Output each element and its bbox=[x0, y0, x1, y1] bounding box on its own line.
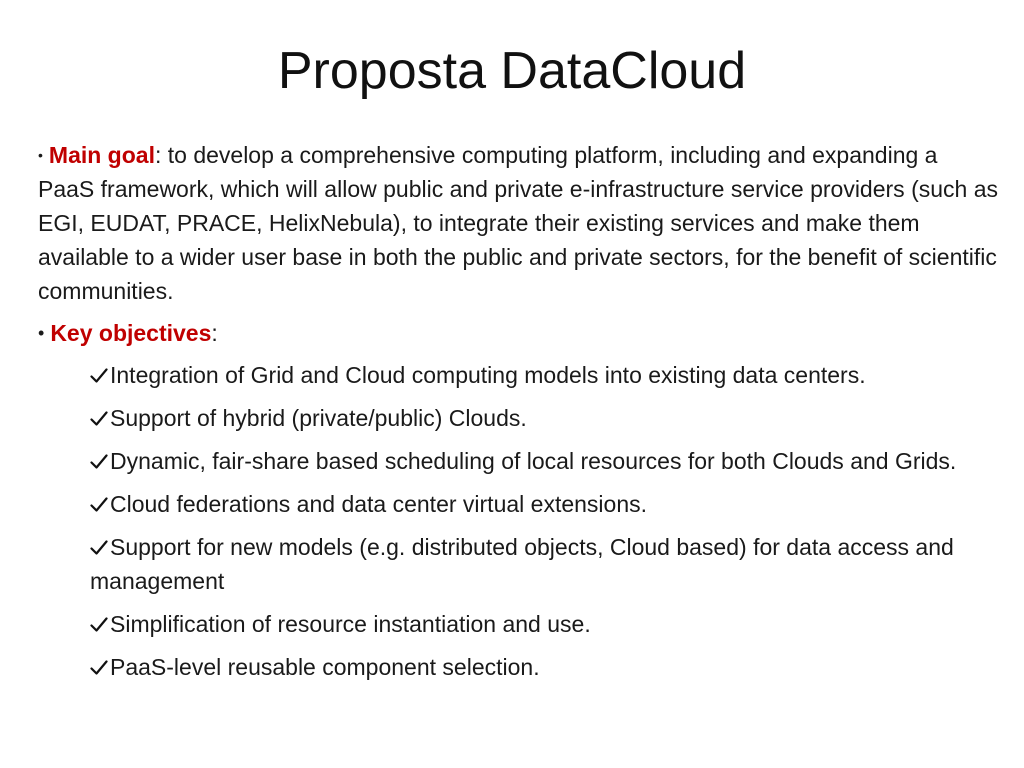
objective-text: Support for new models (e.g. distributed objects, Cloud based) for data access and management bbox=[90, 534, 954, 594]
checkmark-icon bbox=[90, 358, 110, 392]
objective-text: Cloud federations and data center virtual extensions. bbox=[110, 491, 647, 517]
objective-text: Dynamic, fair-share based scheduling of local resources for both Clouds and Grids. bbox=[110, 448, 957, 474]
list-item bbox=[90, 650, 998, 684]
key-objectives-list bbox=[38, 358, 998, 684]
list-item bbox=[90, 607, 998, 641]
checkmark-icon bbox=[90, 650, 110, 684]
main-goal-colon: : bbox=[154, 142, 162, 168]
key-objectives-colon: : bbox=[211, 320, 218, 346]
main-goal-paragraph bbox=[38, 138, 998, 308]
key-objectives-heading bbox=[38, 316, 998, 350]
list-item bbox=[90, 401, 998, 435]
key-objectives-label: Key objectives bbox=[50, 320, 212, 346]
checkmark-icon bbox=[90, 444, 110, 478]
main-goal-label: Main goal bbox=[48, 142, 155, 168]
objective-text: Simplification of resource instantiation and use. bbox=[110, 611, 591, 637]
checkmark-icon bbox=[90, 401, 110, 435]
list-item bbox=[90, 444, 998, 478]
checkmark-icon bbox=[90, 607, 110, 641]
slide-title: Proposta DataCloud bbox=[277, 42, 747, 100]
list-item bbox=[90, 358, 998, 392]
checkmark-icon bbox=[90, 530, 110, 564]
objective-text: Integration of Grid and Cloud computing models into existing data centers. bbox=[110, 362, 866, 388]
slide-content bbox=[38, 138, 998, 693]
main-goal-text: to develop a comprehensive computing platform, including and expanding a PaaS framework, which will allow public and private e-infrastructure service providers (such as EGI, EUDAT, PRACE, HelixNebula), to integrate their existing services and make them available to a wider user base in both the public and private sectors, for the benefit of scientific communities. bbox=[38, 142, 998, 304]
objective-text: Support of hybrid (private/public) Clouds. bbox=[110, 405, 527, 431]
list-item bbox=[90, 530, 998, 598]
list-item bbox=[90, 487, 998, 521]
checkmark-icon bbox=[90, 487, 110, 521]
bullet-dot-icon: • bbox=[38, 323, 45, 343]
bullet-dot-icon: • bbox=[38, 147, 43, 163]
objective-text: PaaS-level reusable component selection. bbox=[110, 654, 540, 680]
